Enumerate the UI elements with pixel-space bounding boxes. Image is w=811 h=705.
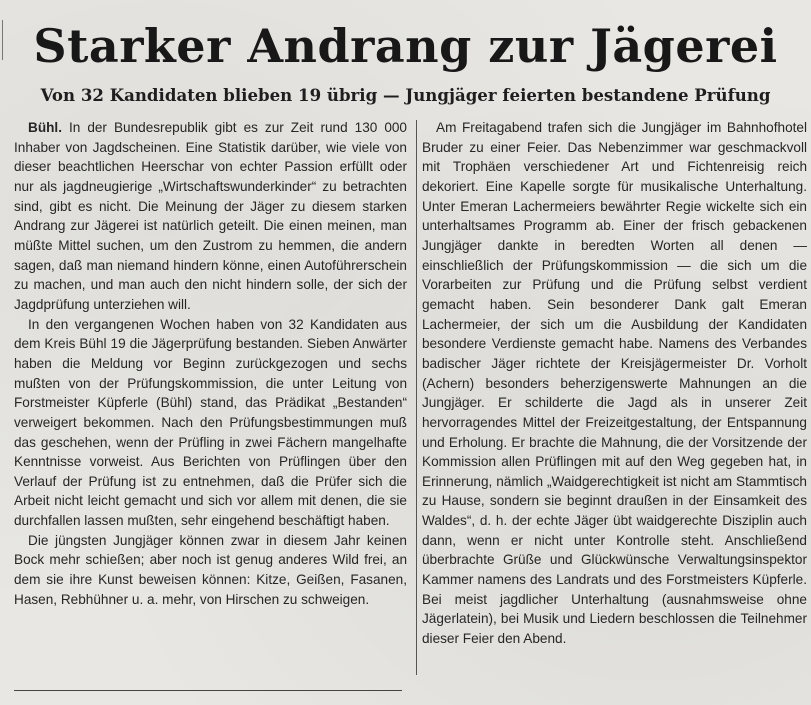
headline: Starker Andrang zur Jägerei bbox=[33, 19, 778, 73]
end-rule bbox=[14, 690, 402, 691]
right-column bbox=[422, 118, 807, 649]
paragraph-1 bbox=[14, 118, 407, 315]
paragraph-1-text: In der Bundesrepublik gibt es zur Zeit rund 130 000 Inhaber von Jagdscheinen. Eine Statistik darüber, wie viele von dieser beachtlichen Heerschar von echter Passion erfüllt oder nur als jagdneugierige „Wirtschaftswunderkinder“ zu betrachten sind, gibt es nicht. Die Meinung der Jäger zu diesem starken Andrang zur Jägerei ist natürlich geteilt. Die einen meinen, man müßte Mittel suchen, um den Zustrom zu hemmen, die andern sagen, daß man niemand hindern könne, einen Autoführerschein zu machen, und man auch den nicht hindern solle, der sich der Jagdprüfung unterziehen will. bbox=[14, 120, 407, 312]
subheadline: Von 32 Kandidaten blieben 19 übrig — Jungjäger feierten bestandene Prüfung bbox=[40, 85, 771, 105]
column-divider bbox=[416, 120, 417, 675]
left-column bbox=[14, 118, 407, 609]
paragraph-3: Die jüngsten Jungjäger können zwar in diesem Jahr keinen Bock mehr schießen; aber noch ist genug anderes Wild frei, an dem sie ihre Kunst beweisen können: Kitze, Geißen, Fasanen, Hasen, Rebhühner u. a. mehr, von Hirschen zu schweigen. bbox=[14, 532, 407, 607]
article-body bbox=[14, 118, 807, 703]
paragraph-4: Am Freitagabend trafen sich die Jungjäger im Bahnhofhotel Bruder zu einer Feier. Das Nebenzimmer war geschmackvoll mit Trophäen verschiedener Art und Fichtenreisig reich dekoriert. Eine Kapelle sorgte für musikalische Unterhaltung. Unter Emeran Lachermeiers bewährter Regie wickelte sich ein unterhaltsames Programm ab. Einer der frisch gebackenen Jungjäger dankte in beredten Worten all denen — einschließlich der Prüfungskommission — die sich um die Vorarbeiten zur Prüfung und die Prüfung selbst verdient gemacht haben. Sein besonderer Dank galt Emeran Lachermeier, der sich um die Ausbildung der Kandidaten besondere Verdienste gemacht habe. Namens des Verbandes badischer Jäger richtete der Kreisjägermeister Dr. Vorholt (Achern) besonders beherzigenswerte Mahnungen an die Jungjäger. Er schilderte die Jagd als in unserer Zeit hervorragendes Mittel der Freizeitgestaltung, der Entspannung und Erholung. Er brachte die Mahnung, die der Vorsitzende der Kommission allen Prüflingen mit auf den Weg gegeben hat, in Erinnerung, nämlich „Waidgerechtigkeit ist nicht am Stammtisch zu Hause, sondern sie beginnt draußen in der Einsamkeit des Waldes“, d. h. der echte Jäger übt waidgerechte Disziplin auch dann, wenn er nicht unter Kontrolle steht. Anschließend überbrachte Grüße und Glückwünsche Verwaltungsinspektor Kammer namens des Landrats und des Forstmeisters Küpferle. Bei meist jagdlicher Unterhaltung (ausnahmsweise ohne Jägerlatein), bei Musik und Liedern beschlossen die Teilnehmer dieser Feier den Abend. bbox=[422, 120, 807, 647]
paragraph-2: In den vergangenen Wochen haben von 32 Kandidaten aus dem Kreis Bühl 19 die Jägerprüfung bestanden. Sieben Anwärter haben die Meldung vor Beginn zurückgezogen und sechs mußten von der Prüfungskommission, die unter Leitung von Forstmeister Küpferle (Bühl) stand, das Prädikat „Bestanden“ verweigert bekommen. Nach den Prüfungsbestimmungen muß das geschehen, wenn der Prüfling in zwei Fächern mangelhafte Kenntnisse vorweist. Aus Berichten von Prüflingen über den Verlauf der Prüfung ist zu entnehmen, daß die Prüfer sich die Arbeit nicht leicht gemacht und sich vor allem mit denen, die sie durchfallen lassen mußten, sehr eingehend beschäftigt haben. bbox=[14, 316, 407, 529]
dateline: Bühl. bbox=[28, 120, 62, 135]
